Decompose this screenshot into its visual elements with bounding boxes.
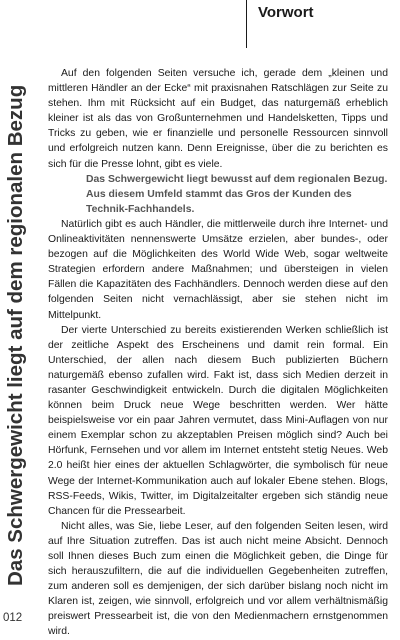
chapter-title: Vorwort	[258, 4, 314, 21]
side-running-title: Das Schwergewicht liegt auf dem regionalen Bezug	[4, 84, 27, 586]
body-text	[48, 66, 388, 640]
pull-quote: Das Schwergewicht liegt bewusst auf dem regionalen Bezug. Aus diesem Umfeld stammt das Gros der Kunden des Technik-Fachhandels.	[86, 173, 388, 215]
page-number: 012	[3, 612, 23, 624]
paragraph: Der vierte Unterschied zu bereits existierenden Werken schließlich ist der zeitliche Aspekt des Erscheinens und damit rein formal. Ein Unterschied, der allen nach diesem Buch publizierten Büchern naturgemäß ebenso zufallen wird. Fakt ist, dass sich Medien derzeit in rasanter Geschwindigkeit entwickeln. Durch die digitalen Möglichkeiten können beim Druck neue Wege beschritten werden. Wer hätte beispielsweise vor ein paar Jahren vermutet, dass Mini-Auflagen von nur einem Exemplar schon zu akzeptablen Preisen möglich sind? Auch bei Hörfunk, Fernsehen und vor allem im Internet entsteht stetig Neues. Web 2.0 heißt hier eines der aktuellen Schlagwörter, die symbolisch für neue Wege der Internet-Kommunikation auch auf lokaler Ebene stehen. Blogs, RSS-Feeds, Wikis, Twitter, im Digitalzeitalter ergeben sich ständig neue Chancen für die Pressearbeit.	[48, 324, 388, 517]
paragraph: Natürlich gibt es auch Händler, die mittlerweile durch ihre Internet- und Onlineaktivitäten nennenswerte Umsätze erzielen, aber bundes-, oder bezogen auf die Möglichkeiten des World Wide Web, sogar weltweite Strategien erfordern andere Maßnahmen; und übersteigen in vielen Fällen die Kapazitäten des Fachhändlers. Dennoch werden diese auf den folgenden Seiten nicht vernachlässigt, aber sie stehen nicht im Mittelpunkt.	[48, 218, 388, 321]
paragraph: Nicht alles, was Sie, liebe Leser, auf den folgenden Seiten lesen, wird auf Ihre Situation zutreffen. Das ist auch nicht meine Absicht. Dennoch soll Ihnen dieses Buch zum einen die Möglichkeit geben, die Dinge für sich herauszufiltern, die auf die individuellen Gegebenheiten zutreffen, zum anderen soll es demjenigen, der sich darüber bislang noch nicht im Klaren ist, zeigen, wie sinnvoll, erfolgreich und vor allem verhältnismäßig preiswert Pressearbeit ist, die von den Medienmachern ernstgenommen wird.	[48, 520, 388, 638]
paragraph: Auf den folgenden Seiten versuche ich, gerade dem „kleinen und mittleren Händler an der Ecke“ mit praxisnahen Ratschlägen zur Seite zu stehen. Ihm mit Rücksicht auf ein Budget, das naturgemäß erheblich kleiner ist als das von Großunternehmen und Handelsketten, Tipps und Tricks zu geben, wie er finanzielle und personelle Ressourcen sinnvoll und erfolgreich nutzen kann. Denn Ereignisse, über die zu berichten es sich für die Presse lohnt, gibt es viele.	[48, 68, 388, 170]
header-divider	[246, 0, 247, 48]
